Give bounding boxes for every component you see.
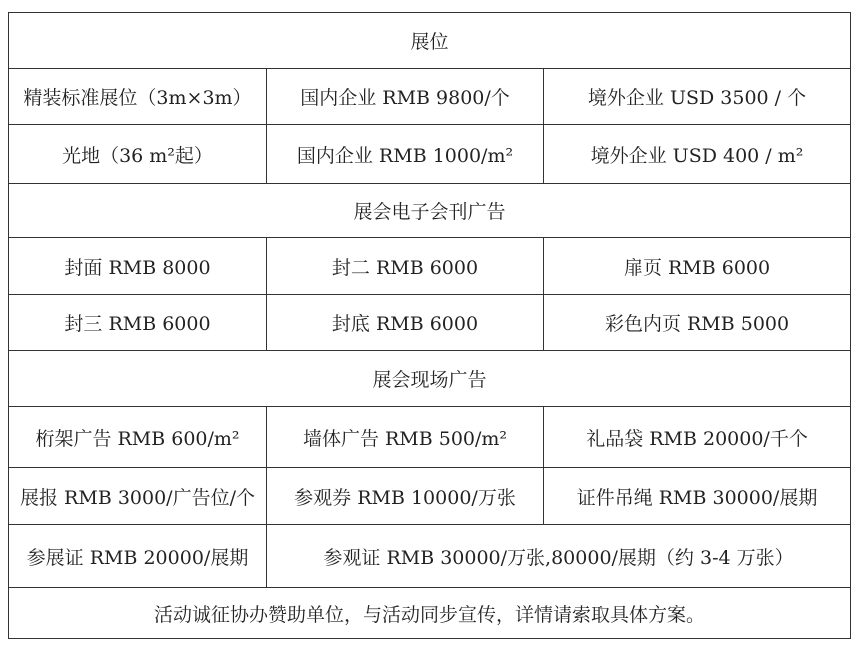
onsite-ads-section-title: 展会现场广告	[9, 351, 851, 407]
table-cell: 境外企业 USD 400 / m²	[544, 125, 851, 184]
section-header-row	[9, 351, 851, 407]
table-row	[9, 468, 851, 525]
table-cell: 参观证 RMB 30000/万张,80000/展期（约 3-4 万张）	[267, 525, 851, 588]
table-cell: 参展证 RMB 20000/展期	[9, 525, 267, 588]
section-header-row	[9, 184, 851, 238]
table-cell: 封三 RMB 6000	[9, 295, 267, 351]
table-cell: 封面 RMB 8000	[9, 238, 267, 295]
table-cell: 展报 RMB 3000/广告位/个	[9, 468, 267, 525]
table-row	[9, 125, 851, 184]
table-cell: 证件吊绳 RMB 30000/展期	[544, 468, 851, 525]
table-cell: 国内企业 RMB 1000/m²	[267, 125, 544, 184]
footer-note: 活动诚征协办赞助单位，与活动同步宣传，详情请索取具体方案。	[9, 588, 851, 639]
table-row	[9, 407, 851, 468]
table-cell: 参观券 RMB 10000/万张	[267, 468, 544, 525]
footer-row	[9, 588, 851, 639]
price-table	[8, 12, 851, 639]
table-cell: 精装标准展位（3m×3m）	[9, 69, 267, 125]
ebook-ads-section-title: 展会电子会刊广告	[9, 184, 851, 238]
table-row	[9, 69, 851, 125]
table-row	[9, 238, 851, 295]
table-cell: 封底 RMB 6000	[267, 295, 544, 351]
table-cell: 墙体广告 RMB 500/m²	[267, 407, 544, 468]
table-cell: 境外企业 USD 3500 / 个	[544, 69, 851, 125]
booth-section-title: 展位	[9, 13, 851, 69]
table-cell: 国内企业 RMB 9800/个	[267, 69, 544, 125]
table-cell: 桁架广告 RMB 600/m²	[9, 407, 267, 468]
table-cell: 封二 RMB 6000	[267, 238, 544, 295]
table-row	[9, 295, 851, 351]
table-cell: 彩色内页 RMB 5000	[544, 295, 851, 351]
table-cell: 光地（36 m²起）	[9, 125, 267, 184]
section-header-row	[9, 13, 851, 69]
table-cell: 扉页 RMB 6000	[544, 238, 851, 295]
table-cell: 礼品袋 RMB 20000/千个	[544, 407, 851, 468]
table-row	[9, 525, 851, 588]
